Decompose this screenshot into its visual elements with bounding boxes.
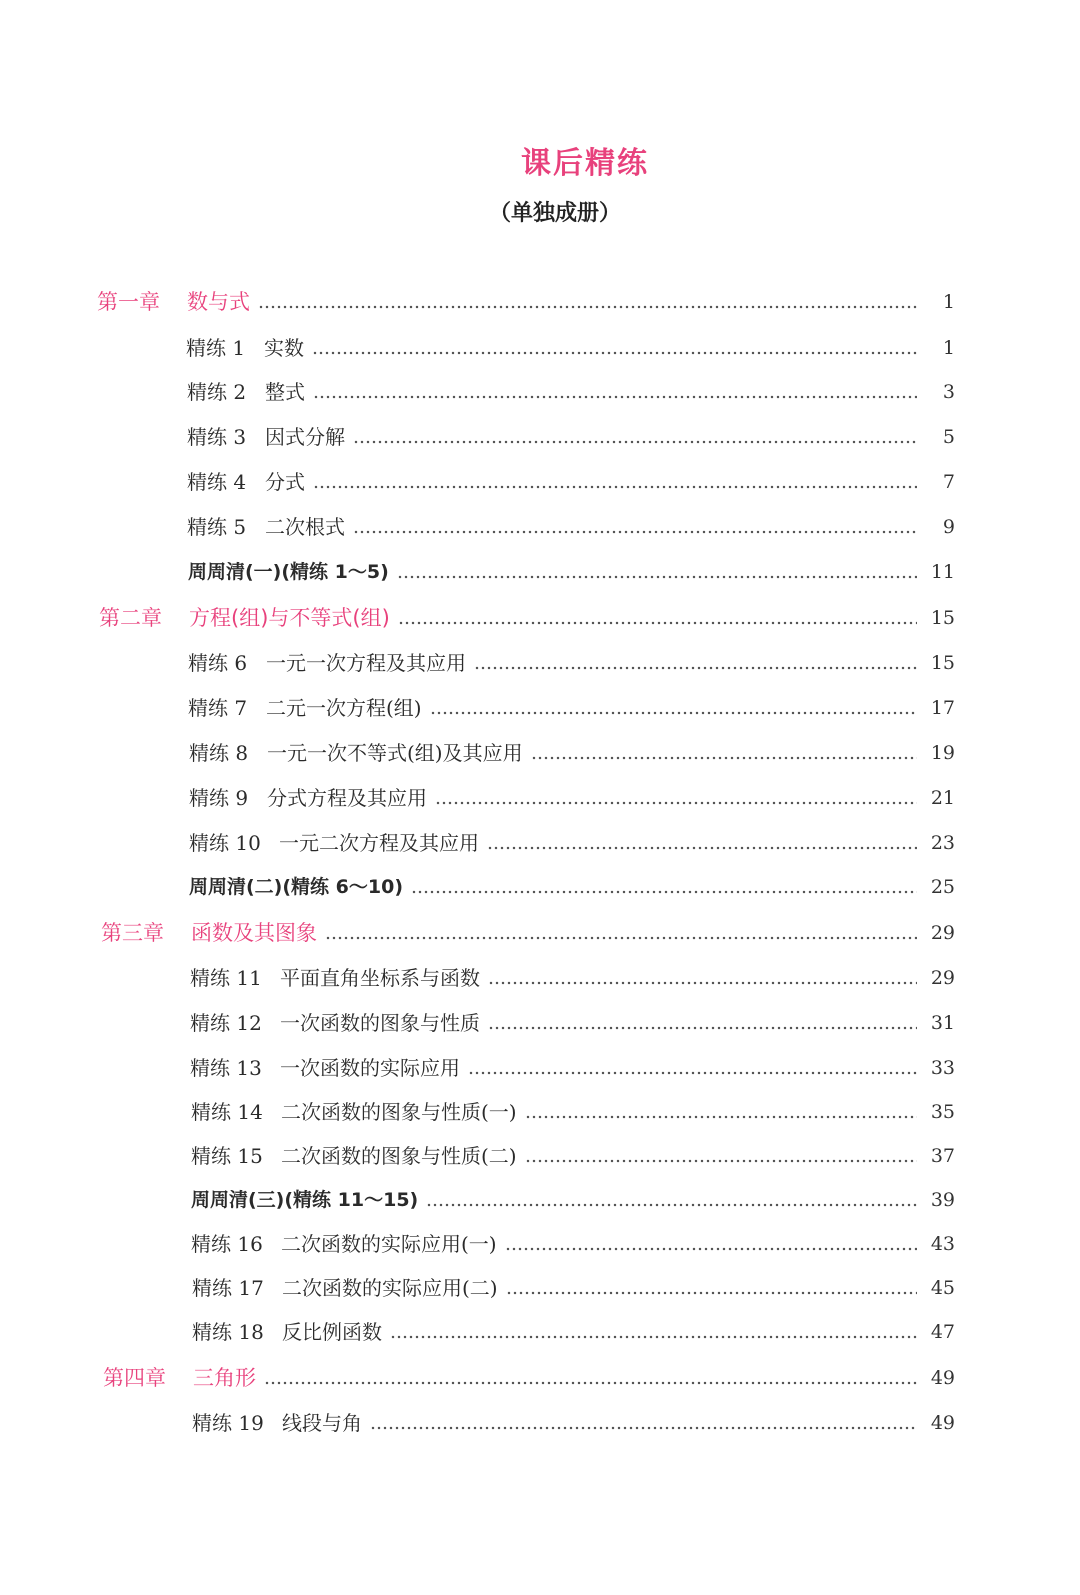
- page-number: 23: [930, 832, 955, 854]
- page-number: 45: [930, 1277, 955, 1299]
- leader-dots: [430, 693, 917, 723]
- toc-chapter-row[interactable]: [101, 918, 955, 948]
- page-number: 49: [930, 1412, 955, 1434]
- entry-title: 二次函数的图象与性质(一): [281, 1100, 517, 1124]
- entry-title: 分式方程及其应用: [267, 786, 427, 810]
- lesson-label: 精练 9: [189, 786, 249, 810]
- toc-lesson-row[interactable]: [190, 1053, 955, 1083]
- entry-title: 二次函数的图象与性质(二): [281, 1144, 517, 1168]
- entry-title: 数与式: [187, 290, 250, 314]
- toc-lesson-row[interactable]: [187, 512, 955, 542]
- leader-dots: [488, 1008, 917, 1038]
- entry-title: 一元一次方程及其应用: [266, 651, 466, 675]
- page-number: 1: [942, 337, 955, 359]
- leader-dots: [411, 872, 917, 902]
- toc-review-row[interactable]: [188, 557, 955, 587]
- leader-dots: [353, 512, 917, 542]
- chapter-label: 第四章: [103, 1366, 166, 1390]
- entry-title: 二次根式: [265, 515, 345, 539]
- entry-title: 函数及其图象: [191, 921, 317, 945]
- toc-lesson-row[interactable]: [190, 1008, 955, 1038]
- entry-title: 线段与角: [282, 1411, 362, 1435]
- lesson-label: 精练 3: [187, 425, 247, 449]
- entry-title: 反比例函数: [282, 1320, 382, 1344]
- lesson-label: 精练 4: [187, 470, 247, 494]
- toc-lesson-row[interactable]: [187, 467, 955, 497]
- lesson-label: 精练 18: [192, 1320, 264, 1344]
- page-number: 15: [930, 652, 955, 674]
- toc-lesson-row[interactable]: [187, 422, 955, 452]
- leader-dots: [426, 1185, 917, 1215]
- page-number: 39: [930, 1189, 955, 1211]
- toc-lesson-row[interactable]: [188, 648, 955, 678]
- leader-dots: [487, 828, 917, 858]
- page-title: 课后精练: [521, 146, 649, 181]
- leader-dots: [312, 333, 917, 363]
- lesson-label: 精练 16: [191, 1232, 263, 1256]
- leader-dots: [525, 1141, 917, 1171]
- toc-chapter-row[interactable]: [99, 603, 955, 633]
- toc-lesson-row[interactable]: [188, 693, 955, 723]
- toc-lesson-row[interactable]: [191, 1097, 955, 1127]
- toc-lesson-row[interactable]: [190, 963, 955, 993]
- toc-lesson-row[interactable]: [191, 1141, 955, 1171]
- page-number: 43: [930, 1233, 955, 1255]
- lesson-label: 精练 1: [186, 336, 246, 360]
- toc-chapter-row[interactable]: [103, 1363, 955, 1393]
- entry-title: 一元一次不等式(组)及其应用: [267, 741, 523, 765]
- page-number: 7: [942, 471, 955, 493]
- lesson-label: 精练 15: [191, 1144, 263, 1168]
- entry-title: 一次函数的实际应用: [280, 1056, 460, 1080]
- chapter-label: 第二章: [99, 606, 162, 630]
- entry-title: 三角形: [193, 1366, 256, 1390]
- leader-dots: [531, 738, 917, 768]
- page-number: 35: [930, 1101, 955, 1123]
- entry-title: 平面直角坐标系与函数: [280, 966, 480, 990]
- toc-lesson-row[interactable]: [192, 1273, 955, 1303]
- lesson-label: 精练 8: [189, 741, 249, 765]
- lesson-label: 精练 7: [188, 696, 248, 720]
- entry-title: 二元一次方程(组): [266, 696, 422, 720]
- toc-lesson-row[interactable]: [189, 783, 955, 813]
- toc-chapter-row[interactable]: [97, 287, 955, 317]
- leader-dots: [505, 1229, 917, 1259]
- page-number: 21: [930, 787, 955, 809]
- toc-lesson-row[interactable]: [186, 333, 955, 363]
- page-number: 37: [930, 1145, 955, 1167]
- leader-dots: [313, 377, 917, 407]
- lesson-label: 精练 10: [189, 831, 261, 855]
- page-number: 15: [930, 607, 955, 629]
- lesson-label: 精练 14: [191, 1100, 263, 1124]
- page-number: 17: [930, 697, 955, 719]
- chapter-label: 第一章: [97, 290, 160, 314]
- entry-title: 方程(组)与不等式(组): [189, 606, 390, 630]
- toc-lesson-row[interactable]: [187, 377, 955, 407]
- leader-dots: [468, 1053, 917, 1083]
- chapter-label: 第三章: [101, 921, 164, 945]
- toc-review-row[interactable]: [191, 1185, 955, 1215]
- leader-dots: [474, 648, 917, 678]
- leader-dots: [258, 287, 917, 317]
- leader-dots: [506, 1273, 917, 1303]
- entry-title: 一元二次方程及其应用: [279, 831, 479, 855]
- entry-title: 周周清(一)(精练 1～5): [188, 561, 389, 583]
- page-number: 33: [930, 1057, 955, 1079]
- entry-title: 一次函数的图象与性质: [280, 1011, 480, 1035]
- entry-title: 分式: [265, 470, 305, 494]
- leader-dots: [398, 603, 917, 633]
- page-number: 9: [942, 516, 955, 538]
- leader-dots: [353, 422, 917, 452]
- page-number: 47: [930, 1321, 955, 1343]
- entry-title: 周周清(二)(精练 6～10): [189, 876, 404, 898]
- lesson-label: 精练 6: [188, 651, 248, 675]
- entry-title: 整式: [265, 380, 305, 404]
- leader-dots: [525, 1097, 917, 1127]
- page-number: 25: [930, 876, 955, 898]
- leader-dots: [313, 467, 917, 497]
- toc-lesson-row[interactable]: [192, 1317, 955, 1347]
- entry-title: 二次函数的实际应用(二): [282, 1276, 498, 1300]
- lesson-label: 精练 11: [190, 966, 262, 990]
- page-number: 29: [930, 967, 955, 989]
- page-number: 29: [930, 922, 955, 944]
- leader-dots: [370, 1408, 917, 1438]
- leader-dots: [397, 557, 917, 587]
- entry-title: 因式分解: [265, 425, 345, 449]
- page-number: 3: [942, 381, 955, 403]
- toc-lesson-row[interactable]: [191, 1229, 955, 1259]
- lesson-label: 精练 19: [192, 1411, 264, 1435]
- leader-dots: [325, 918, 917, 948]
- leader-dots: [264, 1363, 917, 1393]
- lesson-label: 精练 5: [187, 515, 247, 539]
- leader-dots: [390, 1317, 917, 1347]
- page-number: 1: [942, 291, 955, 313]
- entry-title: 实数: [264, 336, 304, 360]
- toc-lesson-row[interactable]: [192, 1408, 955, 1438]
- lesson-label: 精练 17: [192, 1276, 264, 1300]
- lesson-label: 精练 2: [187, 380, 247, 404]
- page-number: 5: [942, 426, 955, 448]
- page-number: 11: [930, 561, 955, 583]
- leader-dots: [435, 783, 917, 813]
- page-number: 49: [930, 1367, 955, 1389]
- page-number: 19: [930, 742, 955, 764]
- page-subtitle: （单独成册）: [488, 201, 621, 226]
- leader-dots: [488, 963, 917, 993]
- page-number: 31: [930, 1012, 955, 1034]
- toc-lesson-row[interactable]: [189, 738, 955, 768]
- entry-title: 周周清(三)(精练 11～15): [191, 1189, 419, 1211]
- toc-lesson-row[interactable]: [189, 828, 955, 858]
- lesson-label: 精练 12: [190, 1011, 262, 1035]
- entry-title: 二次函数的实际应用(一): [281, 1232, 497, 1256]
- lesson-label: 精练 13: [190, 1056, 262, 1080]
- toc-review-row[interactable]: [189, 872, 955, 902]
